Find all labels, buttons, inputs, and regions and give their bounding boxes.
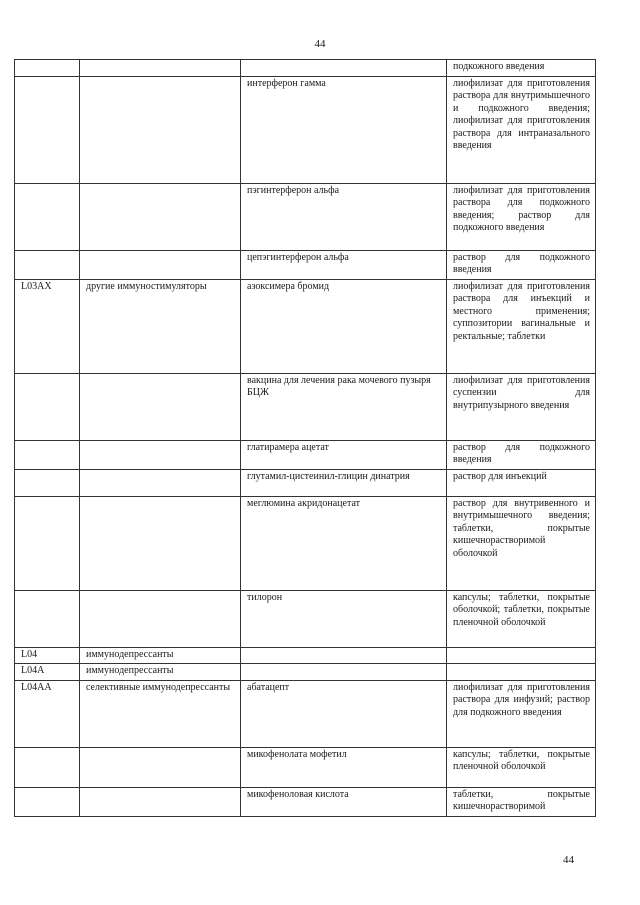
drug-name-cell: цепэгинтерферон альфа — [241, 250, 447, 279]
dosage-form-cell: лиофилизат для приготовления раствора для инфузий; раствор для подкожного введения — [447, 680, 596, 747]
atc-code-cell — [15, 250, 80, 279]
drug-name-cell: интерферон гамма — [241, 76, 447, 183]
drug-name-cell — [241, 60, 447, 77]
atc-code-cell — [15, 787, 80, 816]
table-row — [15, 664, 596, 681]
drug-name-cell: глутамил-цистеинил-глицин динатрия — [241, 469, 447, 496]
atc-code-cell: L04AA — [15, 680, 80, 747]
dosage-form-cell: лиофилизат для приготовления суспензии для внутрипузырного введения — [447, 373, 596, 440]
group-name-cell — [80, 747, 241, 787]
dosage-form-cell: лиофилизат для приготовления раствора для внутримышечного и подкожного введения; лиофилизат для приготовления раствора для интраназального введения — [447, 76, 596, 183]
table-row — [15, 647, 596, 664]
table-row — [15, 440, 596, 469]
drug-name-cell — [241, 664, 447, 681]
atc-code-cell — [15, 469, 80, 496]
group-name-cell — [80, 183, 241, 250]
drug-name-cell: глатирамера ацетат — [241, 440, 447, 469]
group-name-cell — [80, 787, 241, 816]
table-row — [15, 496, 596, 590]
dosage-form-cell: лиофилизат для приготовления раствора для инъекций и местного применения; суппозитории вагинальные и ректальные; таблетки — [447, 279, 596, 373]
group-name-cell — [80, 373, 241, 440]
dosage-form-cell — [447, 664, 596, 681]
table-row — [15, 787, 596, 816]
atc-code-cell — [15, 440, 80, 469]
group-name-cell — [80, 250, 241, 279]
drug-table — [14, 59, 596, 817]
page-number-top: 44 — [314, 38, 326, 50]
drug-name-cell: микофеноловая кислота — [241, 787, 447, 816]
dosage-form-cell: раствор для инъекций — [447, 469, 596, 496]
dosage-form-cell — [447, 647, 596, 664]
group-name-cell: селективные иммунодепрессанты — [80, 680, 241, 747]
atc-code-cell: L03AX — [15, 279, 80, 373]
dosage-form-cell: лиофилизат для приготовления раствора для подкожного введения; раствор для подкожного введения — [447, 183, 596, 250]
dosage-form-cell: раствор для подкожного введения — [447, 440, 596, 469]
group-name-cell: иммунодепрессанты — [80, 647, 241, 664]
table-row — [15, 373, 596, 440]
group-name-cell — [80, 590, 241, 647]
atc-code-cell — [15, 373, 80, 440]
table-row — [15, 250, 596, 279]
table-row — [15, 60, 596, 77]
dosage-form-cell: капсулы; таблетки, покрытые оболочкой; таблетки, покрытые пленочной оболочкой — [447, 590, 596, 647]
table-body — [15, 60, 596, 817]
dosage-form-cell: раствор для подкожного введения — [447, 250, 596, 279]
group-name-cell — [80, 469, 241, 496]
table-row — [15, 469, 596, 496]
group-name-cell — [80, 496, 241, 590]
group-name-cell: другие иммуностимуляторы — [80, 279, 241, 373]
drug-name-cell — [241, 647, 447, 664]
drug-name-cell: пэгинтерферон альфа — [241, 183, 447, 250]
atc-code-cell: L04A — [15, 664, 80, 681]
atc-code-cell — [15, 76, 80, 183]
atc-code-cell — [15, 183, 80, 250]
table-row — [15, 279, 596, 373]
dosage-form-cell: подкожного введения — [447, 60, 596, 77]
dosage-form-cell: раствор для внутривенного и внутримышечного введения; таблетки, покрытые кишечнорастворимой оболочкой — [447, 496, 596, 590]
table-row — [15, 590, 596, 647]
dosage-form-cell: капсулы; таблетки, покрытые пленочной оболочкой — [447, 747, 596, 787]
drug-name-cell: тилорон — [241, 590, 447, 647]
table-row — [15, 76, 596, 183]
drug-name-cell: меглюмина акридонацетат — [241, 496, 447, 590]
atc-code-cell — [15, 496, 80, 590]
group-name-cell — [80, 76, 241, 183]
atc-code-cell — [15, 747, 80, 787]
table-row — [15, 680, 596, 747]
drug-name-cell: абатацепт — [241, 680, 447, 747]
drug-name-cell: азоксимера бромид — [241, 279, 447, 373]
group-name-cell — [80, 440, 241, 469]
table-row — [15, 747, 596, 787]
group-name-cell — [80, 60, 241, 77]
dosage-form-cell: таблетки, покрытые кишечнорастворимой — [447, 787, 596, 816]
drug-name-cell: вакцина для лечения рака мочевого пузыря БЦЖ — [241, 373, 447, 440]
atc-code-cell — [15, 590, 80, 647]
drug-name-cell: микофенолата мофетил — [241, 747, 447, 787]
atc-code-cell — [15, 60, 80, 77]
atc-code-cell: L04 — [15, 647, 80, 664]
group-name-cell: иммунодепрессанты — [80, 664, 241, 681]
page-number-bottom: 44 — [563, 854, 574, 866]
table-row — [15, 183, 596, 250]
